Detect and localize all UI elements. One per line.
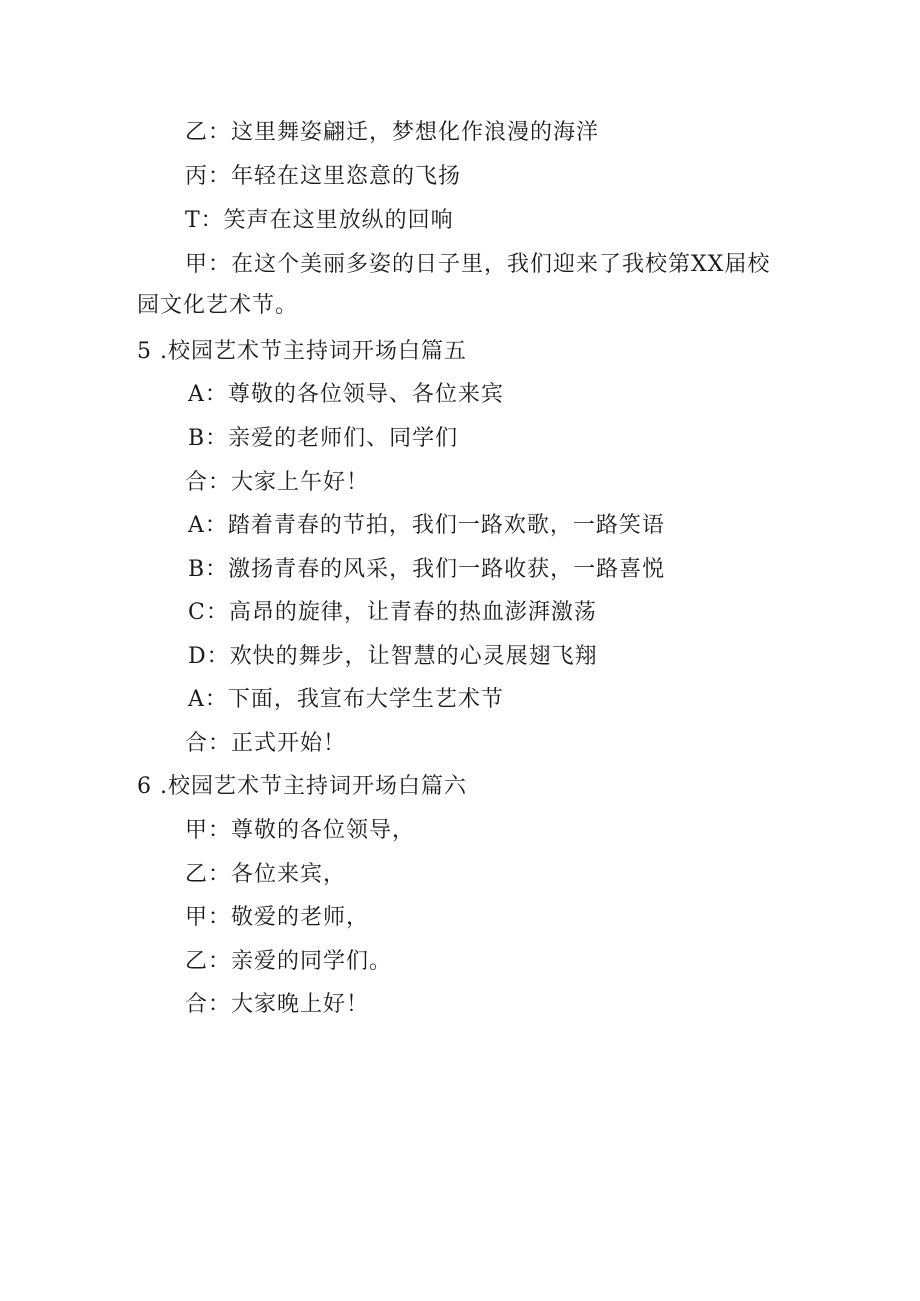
section-heading: 6 .校园艺术节主持词开场白篇六 (137, 774, 467, 799)
script-line: A：尊敬的各位领导、各位来宾 (188, 382, 504, 407)
script-line: B：激扬青春的风采，我们一路收获，一路喜悦 (188, 557, 666, 582)
script-line: 合：大家上午好！ (185, 470, 370, 495)
script-line: B：亲爱的老师们、同学们 (188, 426, 459, 451)
script-line: 乙：亲爱的同学们。 (185, 949, 393, 974)
script-line: 乙：各位来宾， (185, 862, 347, 887)
script-line: 甲：尊敬的各位领导， (185, 818, 416, 843)
script-line: T：笑声在这里放纵的回响 (185, 208, 454, 233)
script-line: C：高昂的旋律，让青春的热血澎湃激荡 (188, 600, 597, 625)
script-line: 甲：敬爱的老师， (185, 905, 370, 930)
script-line-continuation: 园文化艺术节。 (137, 293, 299, 318)
script-line: 乙：这里舞姿翩迁，梦想化作浪漫的海洋 (185, 120, 600, 145)
script-line: A：下面，我宣布大学生艺术节 (188, 687, 504, 712)
script-line: A：踏着青春的节拍，我们一路欢歌，一路笑语 (188, 513, 665, 538)
script-line: D：欢快的舞步，让智慧的心灵展翅飞翔 (188, 644, 598, 669)
section-heading: 5 .校园艺术节主持词开场白篇五 (137, 339, 467, 364)
script-line: 合：正式开始！ (185, 731, 347, 756)
script-line: 丙：年轻在这里恣意的飞扬 (185, 164, 462, 189)
script-line: 合：大家晚上好！ (185, 992, 370, 1017)
script-line: 甲：在这个美丽多姿的日子里，我们迎来了我校第XX届校 (185, 252, 771, 277)
